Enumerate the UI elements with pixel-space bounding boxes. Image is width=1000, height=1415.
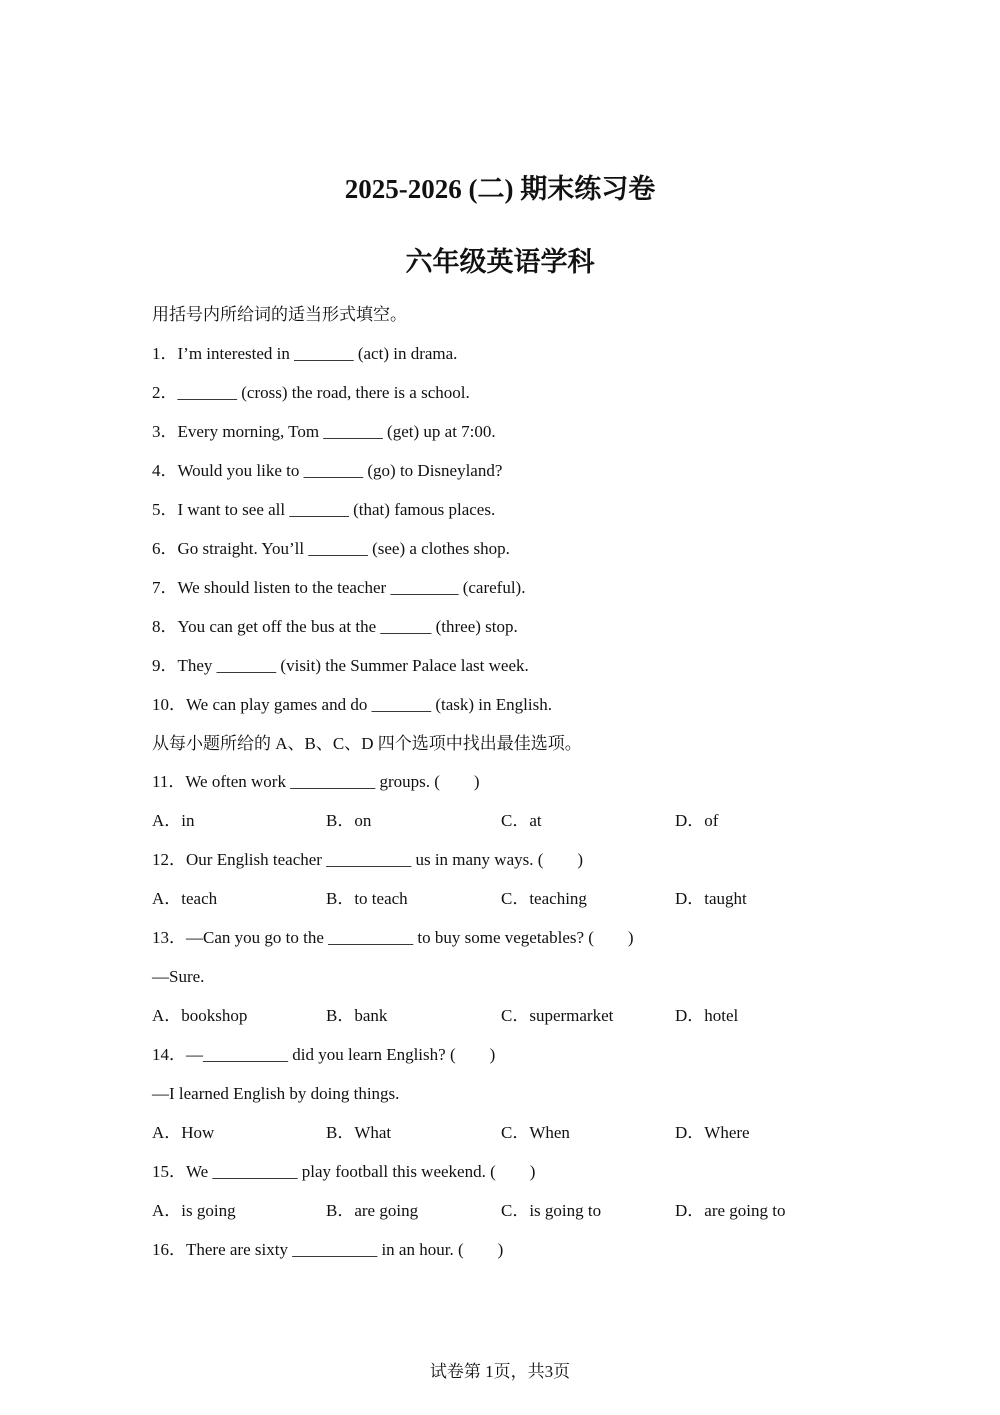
question-14-options (152, 1122, 852, 1144)
option-d: D．Where (675, 1123, 750, 1142)
question-14-reply: —I learned English by doing things. (152, 1084, 400, 1103)
question-5: 5．I want to see all _______ (that) famous places. (152, 500, 496, 519)
option-c: C．at (501, 811, 542, 830)
question-6: 6．Go straight. You’ll _______ (see) a clothes shop. (152, 539, 510, 558)
exam-title: 2025-2026 (二) 期末练习卷 (344, 174, 656, 204)
option-d: D．are going to (675, 1201, 786, 1220)
question-4: 4．Would you like to _______ (go) to Disneyland? (152, 461, 503, 480)
option-b: B．bank (326, 1006, 388, 1025)
question-16: 16．There are sixty __________ in an hour. ( ) (152, 1240, 504, 1259)
option-d: D．hotel (675, 1006, 739, 1025)
option-c: C．is going to (501, 1201, 602, 1220)
option-c: C．When (501, 1123, 570, 1142)
option-b: B．to teach (326, 889, 408, 908)
question-1: 1．I’m interested in _______ (act) in drama. (152, 344, 458, 363)
option-a: A．How (152, 1123, 215, 1142)
page-footer: 试卷第 1页，共3页 (429, 1362, 571, 1381)
section1-instruction: 用括号内所给词的适当形式填空。 (152, 305, 407, 324)
question-11-options (152, 810, 852, 832)
question-3: 3．Every morning, Tom _______ (get) up at 7:00. (152, 422, 496, 441)
question-8: 8．You can get off the bus at the ______ (three) stop. (152, 617, 518, 636)
option-a: A．teach (152, 889, 218, 908)
exam-subtitle: 六年级英语学科 (405, 247, 595, 277)
question-14: 14．—__________ did you learn English? ( ) (152, 1045, 496, 1064)
option-a: A．is going (152, 1201, 236, 1220)
option-c: C．teaching (501, 889, 587, 908)
option-b: B．on (326, 811, 372, 830)
question-11: 11．We often work __________ groups. ( ) (152, 772, 480, 791)
question-15: 15．We __________ play football this weekend. ( ) (152, 1162, 536, 1181)
option-a: A．in (152, 811, 195, 830)
question-10: 10．We can play games and do _______ (task) in English. (152, 695, 552, 714)
question-13-options (152, 1005, 852, 1027)
question-15-options (152, 1200, 852, 1222)
question-7: 7．We should listen to the teacher ________ (careful). (152, 578, 526, 597)
option-d: D．taught (675, 889, 747, 908)
option-b: B．What (326, 1123, 392, 1142)
question-2: 2．_______ (cross) the road, there is a school. (152, 383, 470, 402)
question-13-reply: —Sure. (152, 967, 205, 986)
question-12: 12．Our English teacher __________ us in many ways. ( ) (152, 850, 584, 869)
option-b: B．are going (326, 1201, 419, 1220)
option-a: A．bookshop (152, 1006, 248, 1025)
section2-instruction: 从每小题所给的 A、B、C、D 四个选项中找出最佳选项。 (152, 734, 582, 753)
option-d: D．of (675, 811, 719, 830)
question-13: 13．—Can you go to the __________ to buy some vegetables? ( ) (152, 928, 634, 947)
question-12-options (152, 888, 852, 910)
option-c: C．supermarket (501, 1006, 614, 1025)
question-9: 9．They _______ (visit) the Summer Palace last week. (152, 656, 529, 675)
